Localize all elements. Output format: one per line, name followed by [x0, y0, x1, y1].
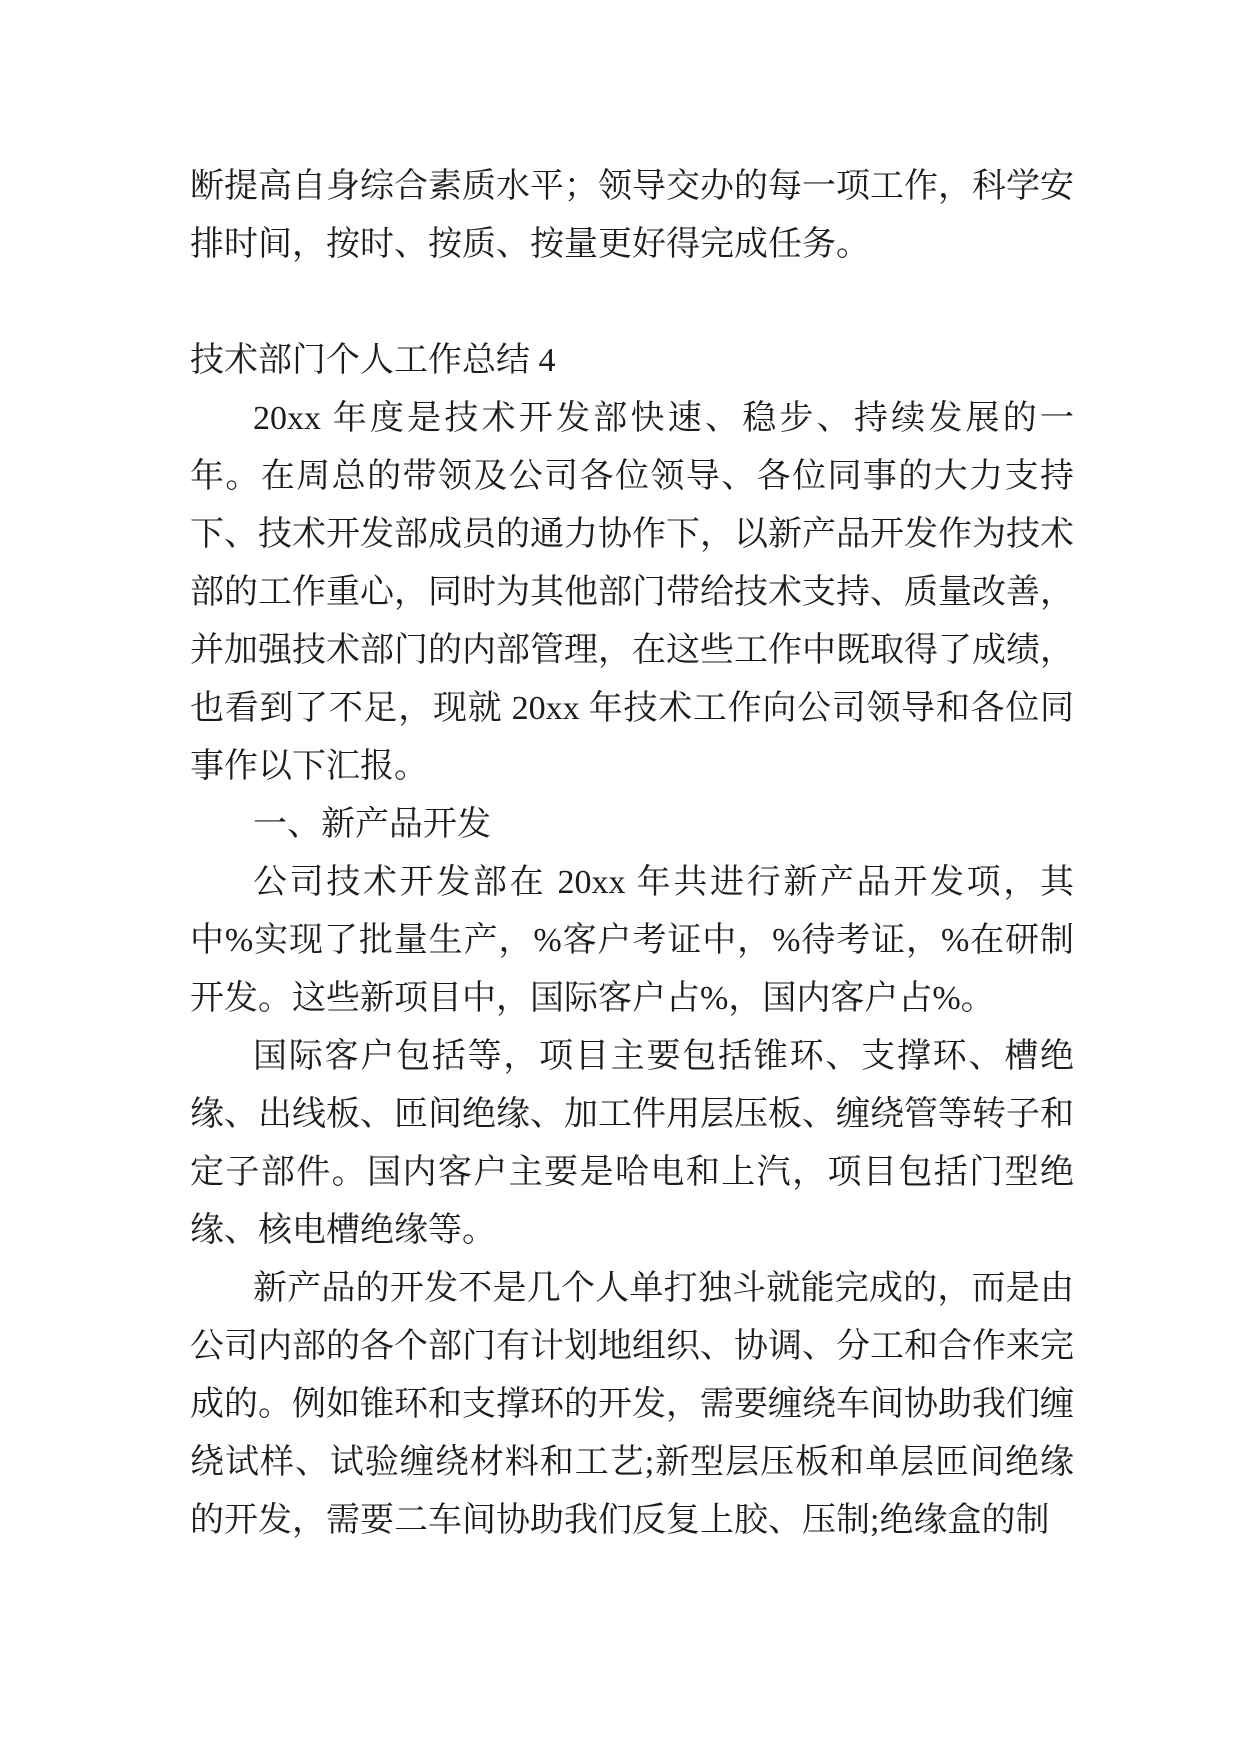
paragraph: 20xx 年度是技术开发部快速、稳步、持续发展的一年。在周总的带领及公司各位领导、各位同事的大力支持下、技术开发部成员的通力协作下，以新产品开发作为技术部的工作重心，同时为其他部门带给技术支持、质量改善，并加强技术部门的内部管理，在这些工作中既取得了成绩，也看到了不足，现就 20xx 年技术工作向公司领导和各位同事作以下汇报。 — [190, 400, 1074, 785]
paragraph: 公司技术开发部在 20xx 年共进行新产品开发项，其中%实现了批量生产，%客户考证中，%待考证，%在研制开发。这些新项目中，国际客户占%，国内客户占%。 — [190, 864, 1074, 1017]
text-body — [190, 158, 1074, 1550]
paragraph: 断提高自身综合素质水平；领导交办的每一项工作，科学安排时间，按时、按质、按量更好得完成任务。 — [190, 168, 1074, 263]
section-title: 技术部门个人工作总结 4 — [190, 342, 556, 379]
paragraph: 新产品的开发不是几个人单打独斗就能完成的，而是由公司内部的各个部门有计划地组织、协调、分工和合作来完成的。例如锥环和支撑环的开发，需要缠绕车间协助我们缠绕试样、试验缠绕材料和工艺;新型层压板和单层匝间绝缘的开发，需要二车间协助我们反复上胶、压制;绝缘盒的制 — [190, 1270, 1074, 1539]
paragraph: 一、新产品开发 — [253, 806, 491, 843]
paragraph: 国际客户包括等，项目主要包括锥环、支撑环、槽绝缘、出线板、匝间绝缘、加工件用层压板、缠绕管等转子和定子部件。国内客户主要是哈电和上汽，项目包括门型绝缘、核电槽绝缘等。 — [190, 1038, 1074, 1249]
